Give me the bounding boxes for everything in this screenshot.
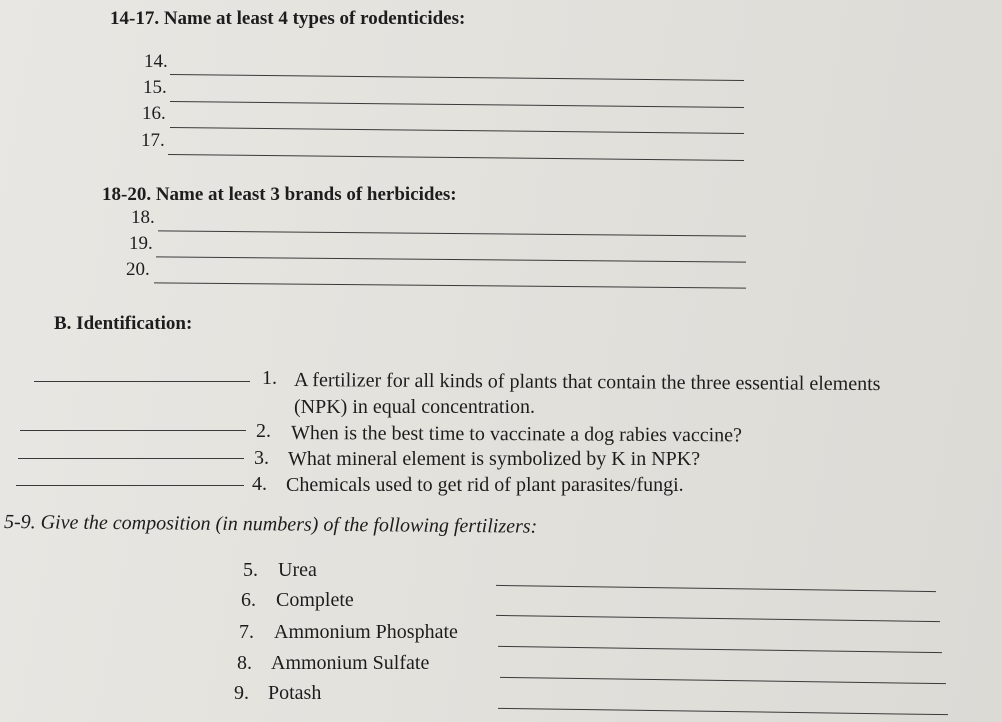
item-20-answer-line[interactable] [154,282,746,288]
identification-3-number: 3. [254,447,269,469]
fertilizer-6-answer-line[interactable] [496,615,940,622]
item-20-number: 20. [126,259,150,280]
fertilizer-9-label: Potash [268,682,322,704]
identification-heading: B. Identification: [54,313,193,334]
fertilizer-5-answer-line[interactable] [496,585,936,592]
fertilizer-8-number: 8. [237,652,252,674]
identification-2-text: When is the best time to vaccinate a dog rabies vaccine? [290,422,742,447]
fertilizers-heading: 5-9. Give the composition (in numbers) of the following fertilizers: [3,511,538,538]
fertilizer-6-label: Complete [276,589,354,611]
identification-1-answer-line[interactable] [34,381,250,382]
item-15-answer-line[interactable] [170,101,744,108]
item-14-number: 14. [144,51,168,72]
fertilizer-9-answer-line[interactable] [498,708,948,715]
fertilizer-7-number: 7. [239,621,254,643]
identification-1-number: 1. [262,367,277,389]
fertilizer-6-number: 6. [241,589,256,611]
herbicides-heading: 18-20. Name at least 3 brands of herbicides: [102,184,457,205]
item-14-answer-line[interactable] [170,74,744,81]
item-18-answer-line[interactable] [158,230,746,236]
identification-3-answer-line[interactable] [18,458,244,459]
identification-2-answer-line[interactable] [20,430,246,431]
fertilizer-8-label: Ammonium Sulfate [271,652,430,674]
identification-3-text: What mineral element is symbolized by K in NPK? [288,448,701,470]
item-18-number: 18. [131,207,155,228]
identification-1-text: A fertilizer for all kinds of plants that contain the three essential elements [293,369,881,396]
fertilizer-7-answer-line[interactable] [498,646,942,653]
fertilizer-8-answer-line[interactable] [500,677,946,684]
identification-4-text: Chemicals used to get rid of plant parasites/fungi. [286,474,684,496]
identification-4-answer-line[interactable] [16,485,244,486]
fertilizer-5-number: 5. [243,559,258,581]
fertilizer-7-label: Ammonium Phosphate [274,621,458,643]
item-16-answer-line[interactable] [170,127,744,134]
identification-1-text-continued: (NPK) in equal concentration. [294,396,536,418]
item-19-answer-line[interactable] [156,256,746,262]
item-17-answer-line[interactable] [168,154,744,161]
fertilizer-5-label: Urea [278,559,317,581]
item-17-number: 17. [141,130,165,151]
item-15-number: 15. [143,77,167,98]
item-19-number: 19. [129,233,153,254]
identification-2-number: 2. [256,420,271,442]
identification-4-number: 4. [252,473,267,495]
fertilizer-9-number: 9. [234,682,249,704]
item-16-number: 16. [142,103,166,124]
rodenticides-heading: 14-17. Name at least 4 types of rodenticides: [110,8,466,29]
